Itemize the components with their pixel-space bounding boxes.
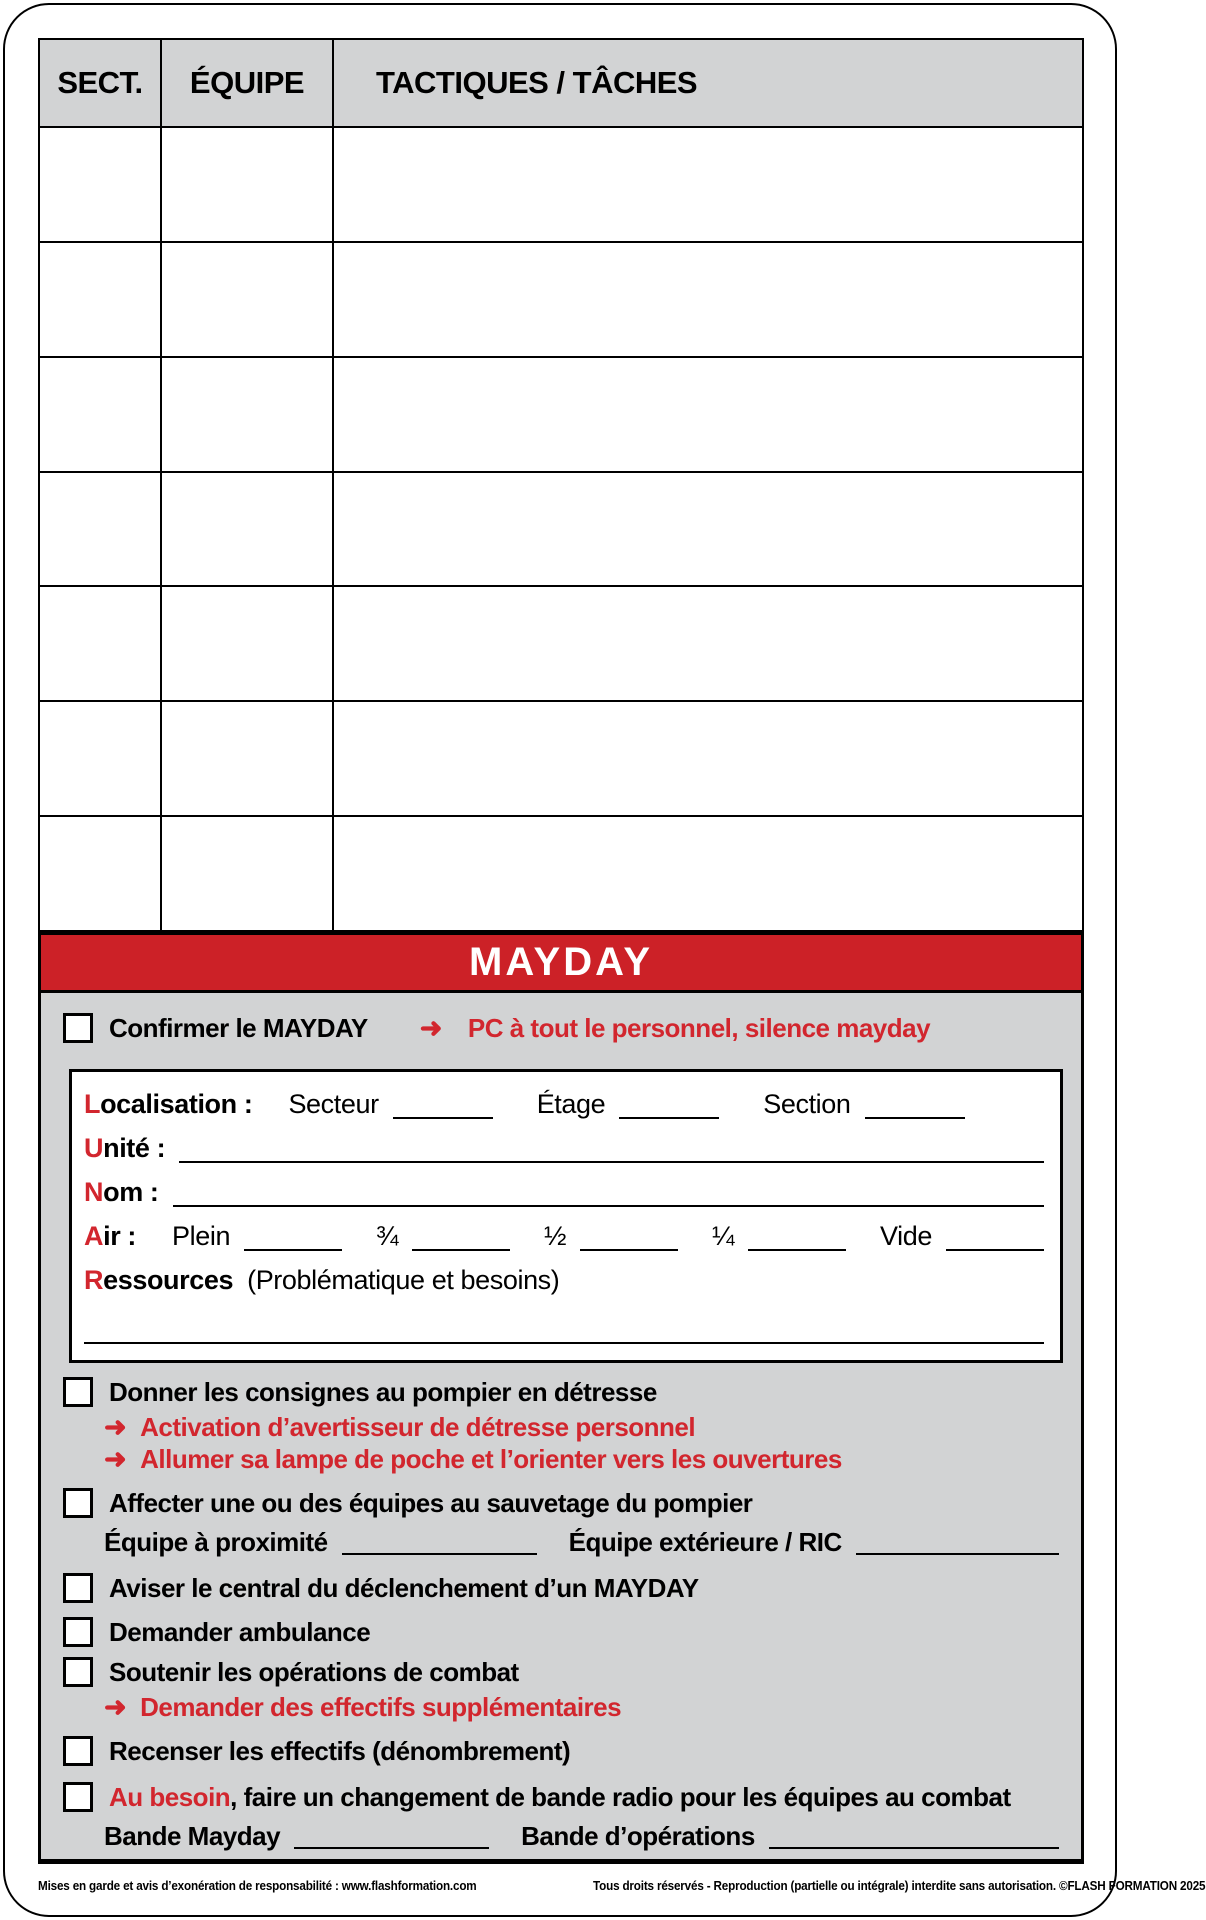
table-cell[interactable] — [160, 702, 332, 815]
etage-blank[interactable] — [619, 1087, 719, 1119]
mayday-section — [38, 932, 1084, 1864]
bande-fields-row — [104, 1819, 1059, 1853]
header-equipe: ÉQUIPE — [160, 40, 332, 126]
lunar-r-label: essources — [103, 1265, 234, 1295]
sub-label: Demander des effectifs supplémentaires — [140, 1692, 622, 1722]
table-cell[interactable] — [332, 473, 1082, 586]
air-1-4-label: ¼ — [711, 1221, 735, 1251]
sub-label: Allumer sa lampe de poche et l’orienter vers les ouvertures — [140, 1444, 842, 1474]
confirm-mayday-note: PC à tout le personnel, silence mayday — [467, 1013, 931, 1043]
au-besoin-rest-label: , faire un changement de bande radio pour les équipes au combat — [230, 1782, 1011, 1812]
bande-mayday-blank[interactable] — [294, 1823, 489, 1849]
table-row — [40, 356, 1082, 471]
table-cell[interactable] — [40, 702, 160, 815]
item-label: Recenser les effectifs (dénombrement) — [109, 1736, 571, 1766]
equipe-proximite-blank[interactable] — [342, 1529, 537, 1555]
table-row — [40, 585, 1082, 700]
table-cell[interactable] — [160, 243, 332, 356]
footer-copyright: Tous droits réservés - Reproduction (partielle ou intégrale) interdite sans autorisation. ©FLASH FORMATION 2025 — [593, 1878, 1206, 1893]
air-1-2-blank[interactable] — [580, 1219, 678, 1251]
table-cell[interactable] — [160, 473, 332, 586]
unite-blank[interactable] — [179, 1131, 1044, 1163]
table-row — [40, 471, 1082, 586]
confirm-mayday-row — [63, 1013, 1059, 1043]
lunar-l-initial: L — [84, 1089, 101, 1119]
section-label: Section — [763, 1089, 851, 1119]
air-vide-blank[interactable] — [946, 1219, 1044, 1251]
ressources-note: (Problématique et besoins) — [247, 1265, 560, 1295]
au-besoin-red-label: Au besoin — [109, 1782, 231, 1812]
checkbox-soutenir-operations[interactable] — [63, 1657, 93, 1687]
sub-allumer-lampe — [104, 1444, 1059, 1474]
lunar-r-initial: R — [84, 1265, 104, 1295]
checkbox-demander-ambulance[interactable] — [63, 1617, 93, 1647]
checkbox-affecter-equipes[interactable] — [63, 1488, 93, 1518]
item-demander-ambulance — [63, 1617, 1059, 1647]
checkbox-confirmer-mayday[interactable] — [63, 1013, 93, 1043]
lunar-n-initial: N — [84, 1177, 104, 1207]
table-cell[interactable] — [332, 702, 1082, 815]
table-cell[interactable] — [332, 587, 1082, 700]
checkbox-recenser-effectifs[interactable] — [63, 1736, 93, 1766]
table-cell[interactable] — [332, 128, 1082, 241]
checkbox-aviser-central[interactable] — [63, 1573, 93, 1603]
lunar-a-label: ir : — [103, 1221, 137, 1251]
equipes-fields-row — [104, 1525, 1059, 1559]
equipe-exterieure-ric-label: Équipe extérieure / RIC — [568, 1527, 842, 1557]
section-blank[interactable] — [865, 1087, 965, 1119]
table-cell[interactable] — [332, 817, 1082, 930]
arrow-icon: ➜ — [419, 1012, 442, 1043]
table-row — [40, 126, 1082, 241]
nom-blank[interactable] — [173, 1175, 1044, 1207]
sector-table — [38, 38, 1084, 932]
item-label: Demander ambulance — [109, 1617, 371, 1647]
air-plein-label: Plein — [172, 1221, 231, 1251]
item-donner-consignes — [63, 1377, 1059, 1407]
air-1-4-blank[interactable] — [748, 1219, 846, 1251]
item-label: Donner les consignes au pompier en détresse — [109, 1377, 657, 1407]
item-aviser-central — [63, 1573, 1059, 1603]
item-recenser-effectifs — [63, 1736, 1059, 1766]
arrow-icon: ➜ — [104, 1443, 127, 1474]
sub-label: Activation d’avertisseur de détresse personnel — [140, 1412, 696, 1442]
ressources-blank[interactable] — [84, 1312, 1044, 1344]
bande-mayday-label: Bande Mayday — [104, 1821, 281, 1851]
lunar-a-initial: A — [84, 1221, 104, 1251]
air-1-2-label: ½ — [543, 1221, 567, 1251]
air-plein-blank[interactable] — [244, 1219, 342, 1251]
header-tactiques-taches: TACTIQUES / TÂCHES — [332, 40, 1082, 126]
checkbox-donner-consignes[interactable] — [63, 1377, 93, 1407]
lunar-u-initial: U — [84, 1133, 104, 1163]
etage-label: Étage — [536, 1089, 606, 1119]
lunar-localisation-row — [84, 1082, 1044, 1126]
table-row — [40, 241, 1082, 356]
arrow-icon: ➜ — [104, 1691, 127, 1722]
air-3-4-label: ¾ — [375, 1221, 399, 1251]
item-label: Soutenir les opérations de combat — [109, 1657, 519, 1687]
item-label: Affecter une ou des équipes au sauvetage du pompier — [109, 1488, 753, 1518]
lunar-ressources-row — [84, 1258, 1044, 1302]
item-label: Aviser le central du déclenchement d’un MAYDAY — [109, 1573, 699, 1603]
secteur-blank[interactable] — [393, 1087, 493, 1119]
item-affecter-equipes — [63, 1488, 1059, 1518]
equipe-exterieure-ric-blank[interactable] — [856, 1529, 1059, 1555]
table-row — [40, 815, 1082, 930]
footer — [38, 1878, 1206, 1893]
table-cell[interactable] — [160, 358, 332, 471]
bande-operations-blank[interactable] — [769, 1823, 1059, 1849]
sub-activation-avertisseur — [104, 1412, 1059, 1442]
table-cell[interactable] — [160, 587, 332, 700]
mayday-banner-title: MAYDAY — [41, 935, 1081, 993]
table-cell[interactable] — [40, 817, 160, 930]
footer-disclaimer: Mises en garde et avis d’exonération de responsabilité : www.flashformation.com — [38, 1878, 477, 1893]
table-header-row — [40, 40, 1082, 126]
table-cell[interactable] — [40, 587, 160, 700]
table-cell[interactable] — [40, 473, 160, 586]
item-soutenir-operations — [63, 1657, 1059, 1687]
lunar-u-label: nité : — [103, 1133, 166, 1163]
lunar-ressources-line — [84, 1312, 1044, 1344]
table-cell[interactable] — [40, 243, 160, 356]
air-3-4-blank[interactable] — [412, 1219, 510, 1251]
lunar-air-row — [84, 1214, 1044, 1258]
arrow-icon: ➜ — [104, 1411, 127, 1442]
table-cell[interactable] — [332, 243, 1082, 356]
table-cell[interactable] — [40, 358, 160, 471]
lunar-l-label: ocalisation : — [100, 1089, 253, 1119]
table-cell[interactable] — [332, 358, 1082, 471]
mayday-checklist — [41, 993, 1081, 1853]
lunar-unite-row — [84, 1126, 1044, 1170]
secteur-label: Secteur — [288, 1089, 379, 1119]
equipe-proximite-label: Équipe à proximité — [104, 1527, 328, 1557]
lunar-n-label: om : — [103, 1177, 159, 1207]
table-cell[interactable] — [40, 128, 160, 241]
lunar-nom-row — [84, 1170, 1044, 1214]
sub-demander-effectifs — [104, 1692, 1059, 1722]
table-row — [40, 700, 1082, 815]
item-au-besoin-bande-radio — [63, 1782, 1059, 1812]
header-sect: SECT. — [40, 40, 160, 126]
table-cell[interactable] — [160, 128, 332, 241]
lunar-box — [69, 1069, 1063, 1363]
table-cell[interactable] — [160, 817, 332, 930]
air-vide-label: Vide — [880, 1221, 932, 1251]
checkbox-au-besoin[interactable] — [63, 1782, 93, 1812]
item-label — [109, 1782, 1011, 1812]
bande-operations-label: Bande d’opérations — [521, 1821, 755, 1851]
confirm-mayday-label: Confirmer le MAYDAY — [109, 1013, 368, 1043]
